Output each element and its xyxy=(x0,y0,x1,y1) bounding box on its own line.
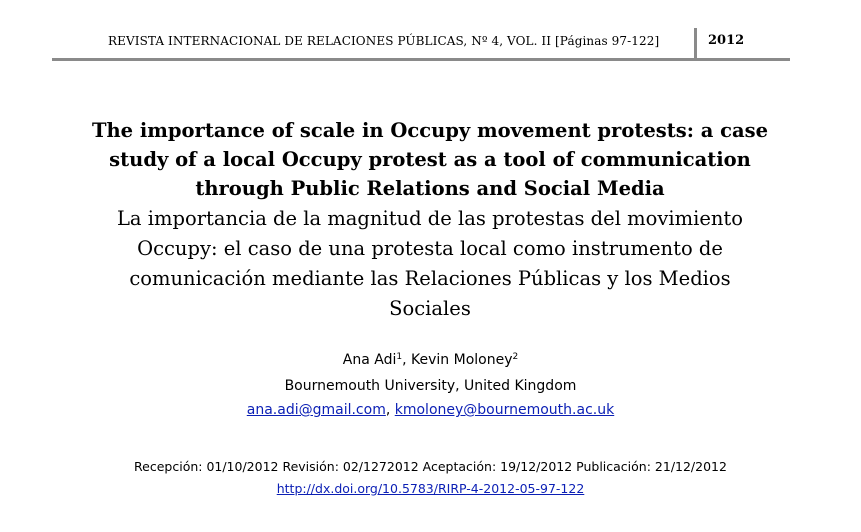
journal-header xyxy=(52,28,790,58)
title-spanish-line: Occupy: el caso de una protesta local como instrumento de xyxy=(137,237,723,260)
publication-year: 2012 xyxy=(708,33,745,48)
doi-line xyxy=(0,480,861,498)
title-spanish-line: Sociales xyxy=(389,297,471,320)
journal-name: REVISTA INTERNACIONAL DE RELACIONES PÚBLICAS, Nº 4, VOL. II [Páginas 97-122] xyxy=(108,34,660,48)
title-spanish-line: comunicación mediante las Relaciones Públicas y los Medios xyxy=(129,267,731,290)
title-spanish xyxy=(40,204,820,324)
email-link[interactable]: ana.adi@gmail.com xyxy=(246,402,386,418)
header-horizontal-rule xyxy=(52,58,790,61)
author-affiliation-mark: 2 xyxy=(512,352,519,362)
author-affiliation-mark: 1 xyxy=(396,352,403,362)
author-emails xyxy=(0,400,861,420)
email-link[interactable]: kmoloney@bournemouth.ac.uk xyxy=(394,402,615,418)
doi-link[interactable]: http://dx.doi.org/10.5783/RIRP-4-2012-05-97-122 xyxy=(276,481,585,496)
publication-dates: Recepción: 01/10/2012 Revisión: 02/1272012 Aceptación: 19/12/2012 Publicación: 21/12/2012 xyxy=(134,459,727,474)
title-english-line: study of a local Occupy protest as a tool of communication xyxy=(109,148,751,171)
author-name: Ana Adi xyxy=(342,352,397,368)
author-list xyxy=(0,350,861,370)
title-english-line: The importance of scale in Occupy movement protests: a case xyxy=(91,119,769,142)
affiliation: Bournemouth University, United Kingdom xyxy=(284,378,577,394)
author-separator: , xyxy=(402,352,412,368)
title-english-line: through Public Relations and Social Media xyxy=(195,177,665,200)
email-separator: , xyxy=(385,402,395,418)
title-english xyxy=(40,116,820,203)
header-vertical-divider xyxy=(694,28,697,58)
author-name: Kevin Moloney xyxy=(411,352,513,368)
title-spanish-line: La importancia de la magnitud de las protestas del movimiento xyxy=(116,207,744,230)
